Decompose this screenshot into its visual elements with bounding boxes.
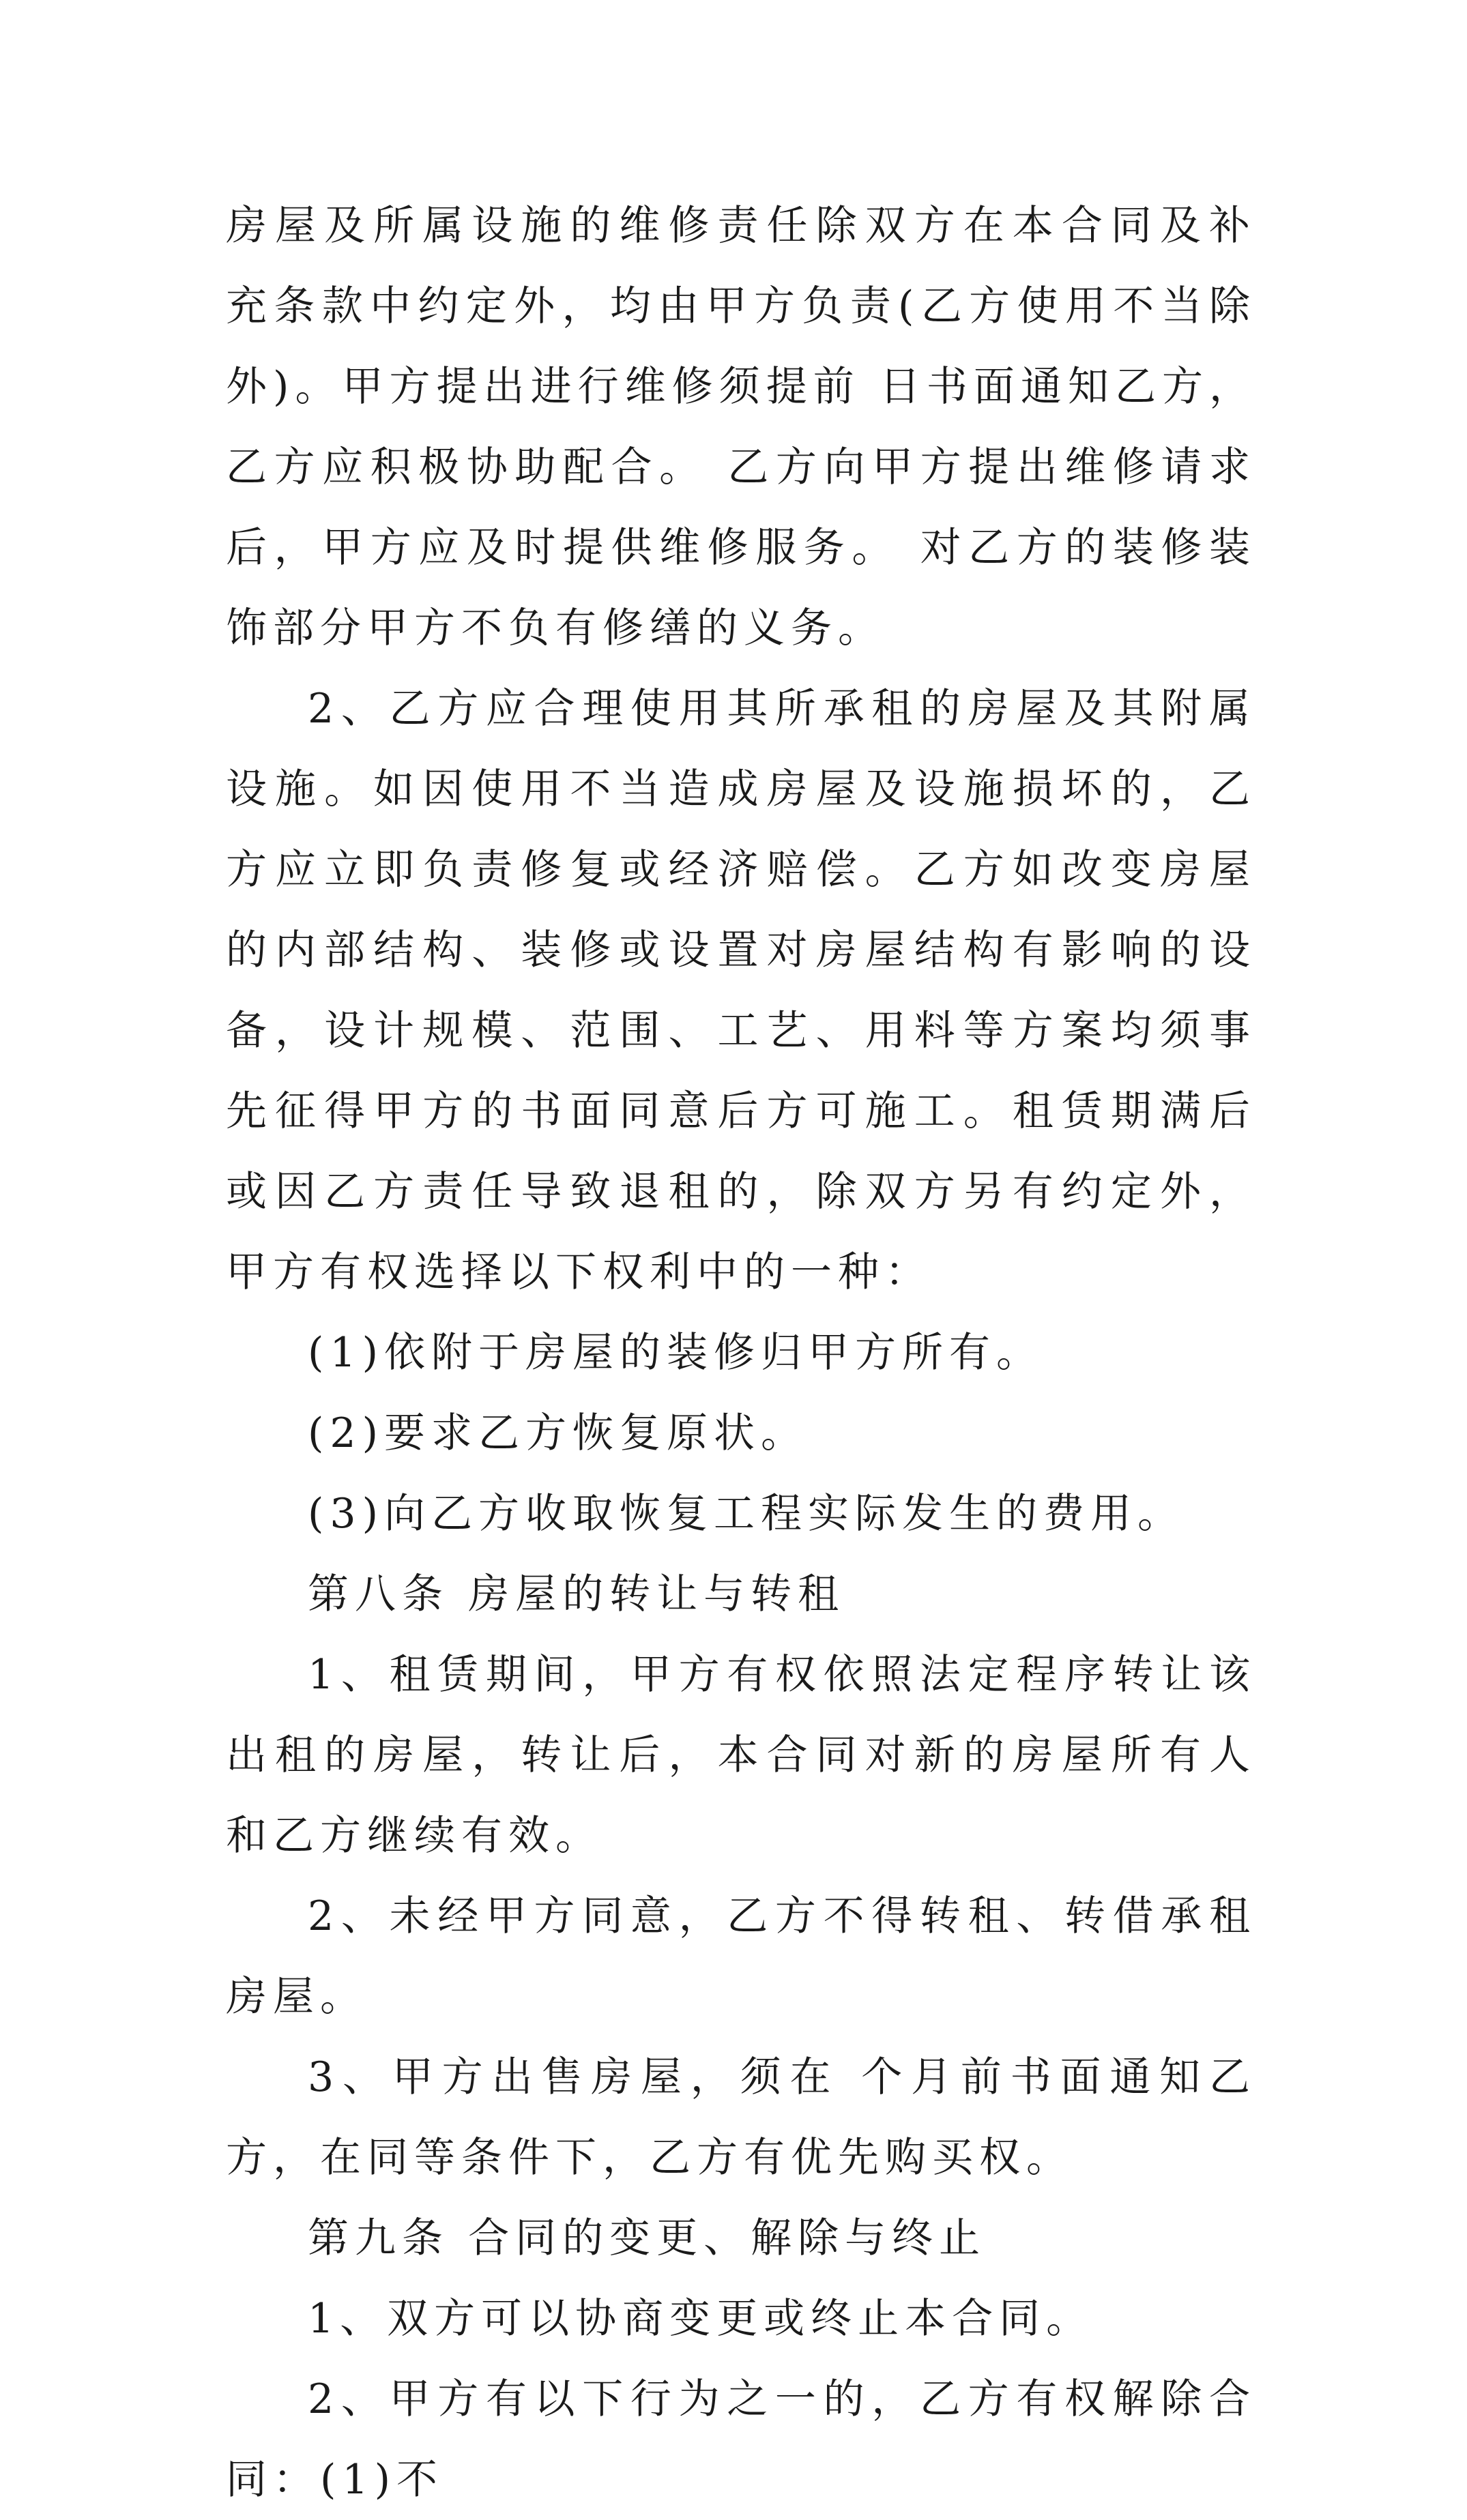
paragraph-maintenance-duty: 房屋及所属设施的维修责任除双方在本合同及补充条款中约定外，均由甲方负责(乙方使用不当除外)。甲方提出进行维修须提前 日书面通知乙方，乙方应积极协助配合。 乙方向甲方提出维修请求后，甲方应及时提供维修服务。 对乙方的装修装饰部分甲方不负有修缮的义务。 [226, 202, 1256, 652]
paragraph-article-9-clause-1: 1、双方可以协商变更或终止本合同。 [308, 2295, 1094, 2343]
paragraph-option-2: (2)要求乙方恢复原状。 [308, 1409, 808, 1457]
document-body [226, 186, 1256, 2520]
paragraph-option-1: (1)依附于房屋的装修归甲方所有。 [308, 1329, 1043, 1377]
article-8-heading: 第八条 房屋的转让与转租 [308, 1570, 845, 1618]
article-9-heading: 第九条 合同的变更、解除与终止 [308, 2214, 987, 2262]
paragraph-option-3: (3)向乙方收取恢复工程实际发生的费用。 [308, 1490, 1185, 1538]
paragraph-article-8-clause-3: 3、甲方出售房屋，须在 个月前书面通知乙方，在同等条件下，乙方有优先购买权。 [226, 2053, 1256, 2182]
paragraph-article-9-clause-2: 2、甲方有以下行为之一的，乙方有权解除合同：(1)不 [226, 2375, 1256, 2504]
paragraph-article-8-clause-2: 2、未经甲方同意，乙方不得转租、转借承租房屋。 [226, 1892, 1256, 2021]
paragraph-article-8-clause-1: 1、租赁期间，甲方有权依照法定程序转让该出租的房屋，转让后，本合同对新的房屋所有人和乙方继续有效。 [226, 1651, 1256, 1860]
paragraph-clause-2-proper-use: 2、乙方应合理使用其所承租的房屋及其附属设施。如因使用不当造成房屋及设施损坏的，乙方应立即负责修复或经济赔偿。乙方如改变房屋的内部结构、装修或设置对房屋结构有影响的设备，设计规模、范围、工艺、用料等方案均须事先征得甲方的书面同意后方可施工。租赁期满后或因乙方责任导致退租的，除双方另有约定外，甲方有权选择以下权利中的一种： [226, 685, 1256, 1296]
